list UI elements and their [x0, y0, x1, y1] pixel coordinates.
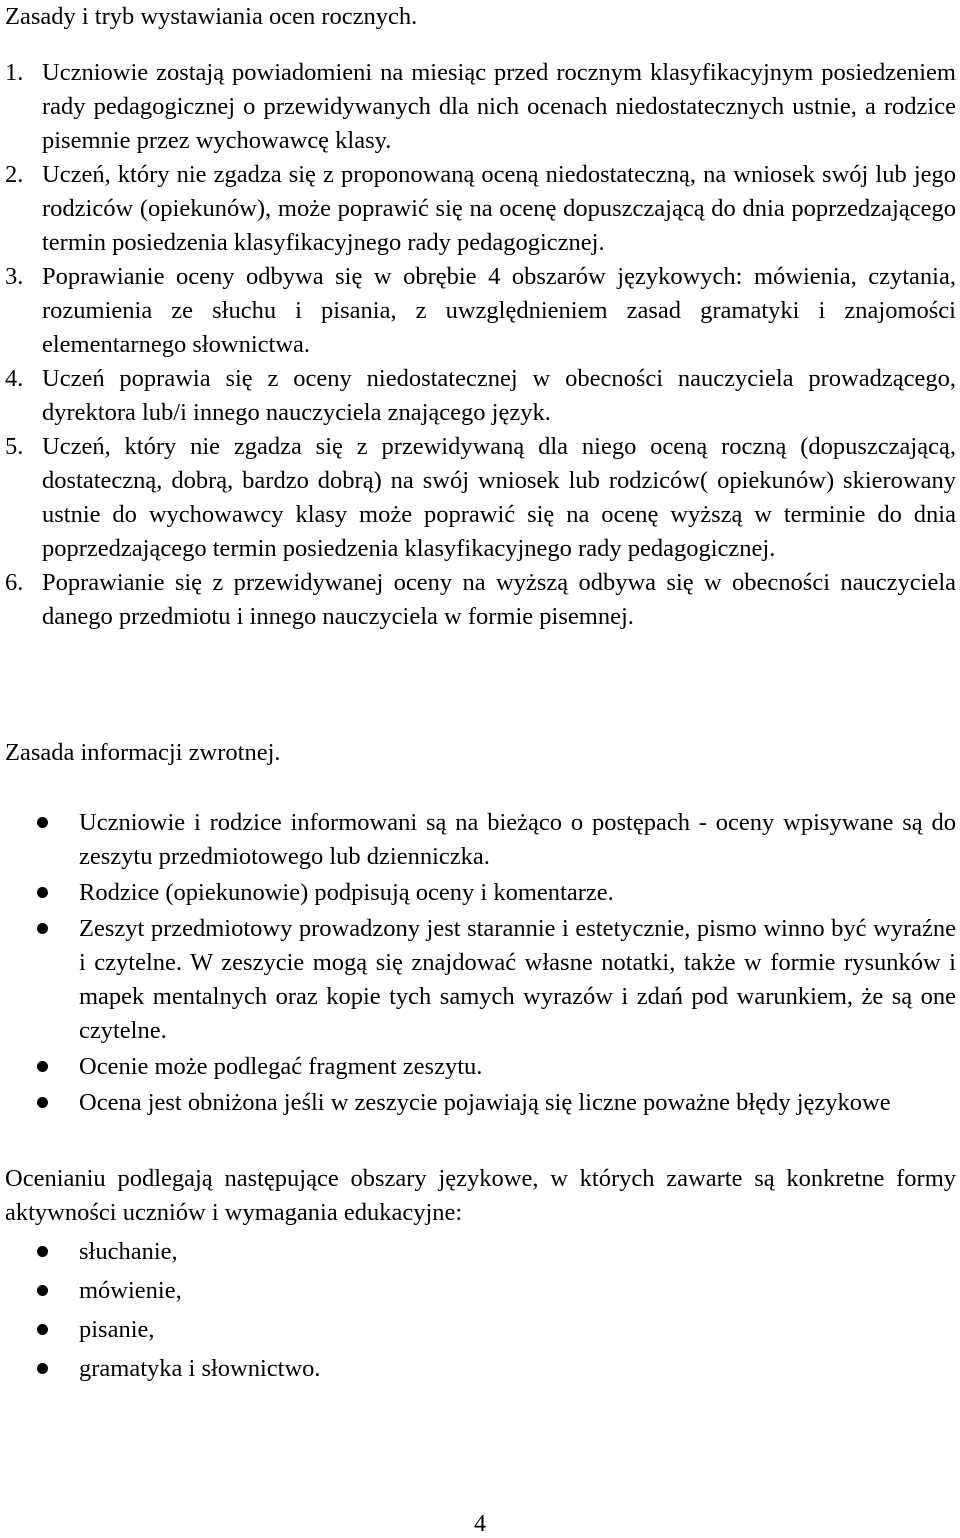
item-text: Uczeń poprawia się z oceny niedostatecznej w obecności nauczyciela prowadzącego, dyrektora lub/i innego nauczyciela znającego język.	[42, 365, 956, 426]
bullet-icon	[37, 1285, 48, 1296]
list-item	[37, 876, 956, 910]
assessment-areas-intro: Ocenianiu podlegają następujące obszary językowe, w których zawarte są konkretne formy aktywności uczniów i wymagania edukacyjne:	[5, 1165, 956, 1226]
section-title-feedback: Zasada informacji zwrotnej.	[5, 739, 281, 766]
list-item	[5, 158, 956, 260]
bullet-icon	[37, 923, 48, 934]
bullet-text: Ocenie może podlegać fragment zeszytu.	[79, 1053, 483, 1080]
list-item	[5, 362, 956, 430]
item-number: 1.	[5, 59, 24, 86]
bullet-text: Zeszyt przedmiotowy prowadzony jest starannie i estetycznie, pismo winno być wyraźne i czytelne. W zeszycie mogą się znajdować własne notatki, także w formie rysunków i mapek mentalnych oraz kopie tych samych wyrazów i zdań pod warunkiem, że są one czytelne.	[79, 915, 956, 1044]
bullet-text: mówienie,	[79, 1277, 182, 1304]
list-item	[37, 1313, 956, 1347]
bullet-icon	[37, 1363, 48, 1374]
item-number: 4.	[5, 365, 24, 392]
bullet-icon	[37, 817, 48, 828]
feedback-bullet-list	[37, 806, 956, 1122]
grading-rules-list	[5, 56, 956, 634]
item-text: Uczniowie zostają powiadomieni na miesiąc przed rocznym klasyfikacyjnym posiedzeniem rady pedagogicznej o przewidywanych dla nich ocenach niedostatecznych ustnie, a rodzice pisemnie przez wychowawcę klasy.	[42, 59, 956, 154]
bullet-icon	[37, 887, 48, 898]
bullet-text: Uczniowie i rodzice informowani są na bieżąco o postępach - oceny wpisywane są do zeszytu przedmiotowego lub dzienniczka.	[79, 809, 956, 870]
list-item	[37, 1050, 956, 1084]
bullet-icon	[37, 1097, 48, 1108]
bullet-icon	[37, 1246, 48, 1257]
bullet-icon	[37, 1061, 48, 1072]
list-item	[37, 912, 956, 1048]
bullet-text: Rodzice (opiekunowie) podpisują oceny i komentarze.	[79, 879, 614, 906]
list-item	[5, 430, 956, 566]
list-item	[37, 1274, 956, 1308]
section-title-grading-rules: Zasady i tryb wystawiania ocen rocznych.	[5, 3, 418, 30]
list-item	[37, 1235, 956, 1269]
item-text: Poprawianie oceny odbywa się w obrębie 4 obszarów językowych: mówienia, czytania, rozumienia ze słuchu i pisania, z uwzględnieniem zasad gramatyki i znajomości elementarnego słownictwa.	[42, 263, 956, 358]
bullet-text: pisanie,	[79, 1316, 155, 1343]
bullet-text: Ocena jest obniżona jeśli w zeszycie pojawiają się liczne poważne błędy językowe	[79, 1089, 891, 1116]
page-number: 4	[474, 1511, 486, 1537]
list-item	[5, 566, 956, 634]
item-text: Uczeń, który nie zgadza się z przewidywaną dla niego oceną roczną (dopuszczającą, dostateczną, dobrą, bardzo dobrą) na swój wniosek lub rodziców( opiekunów) skierowany ustnie do wychowawcy klasy może poprawić się na ocenę wyższą w terminie do dnia poprzedzającego termin posiedzenia klasyfikacyjnego rady pedagogicznej.	[42, 433, 956, 562]
bullet-text: słuchanie,	[79, 1238, 178, 1265]
item-number: 2.	[5, 161, 24, 188]
list-item	[37, 1086, 956, 1120]
list-item	[5, 260, 956, 362]
item-text: Uczeń, który nie zgadza się z proponowaną oceną niedostateczną, na wniosek swój lub jego rodziców (opiekunów), może poprawić się na ocenę dopuszczającą do dnia poprzedzającego termin posiedzenia klasyfikacyjnego rady pedagogicznej.	[42, 161, 956, 256]
list-item	[37, 806, 956, 874]
item-number: 5.	[5, 433, 24, 460]
bullet-text: gramatyka i słownictwo.	[79, 1355, 321, 1382]
assessment-areas-list	[37, 1235, 956, 1391]
list-item	[5, 56, 956, 158]
item-text: Poprawianie się z przewidywanej oceny na wyższą odbywa się w obecności nauczyciela danego przedmiotu i innego nauczyciela w formie pisemnej.	[42, 569, 956, 630]
item-number: 3.	[5, 263, 24, 290]
item-number: 6.	[5, 569, 24, 596]
bullet-icon	[37, 1324, 48, 1335]
list-item	[37, 1352, 956, 1386]
